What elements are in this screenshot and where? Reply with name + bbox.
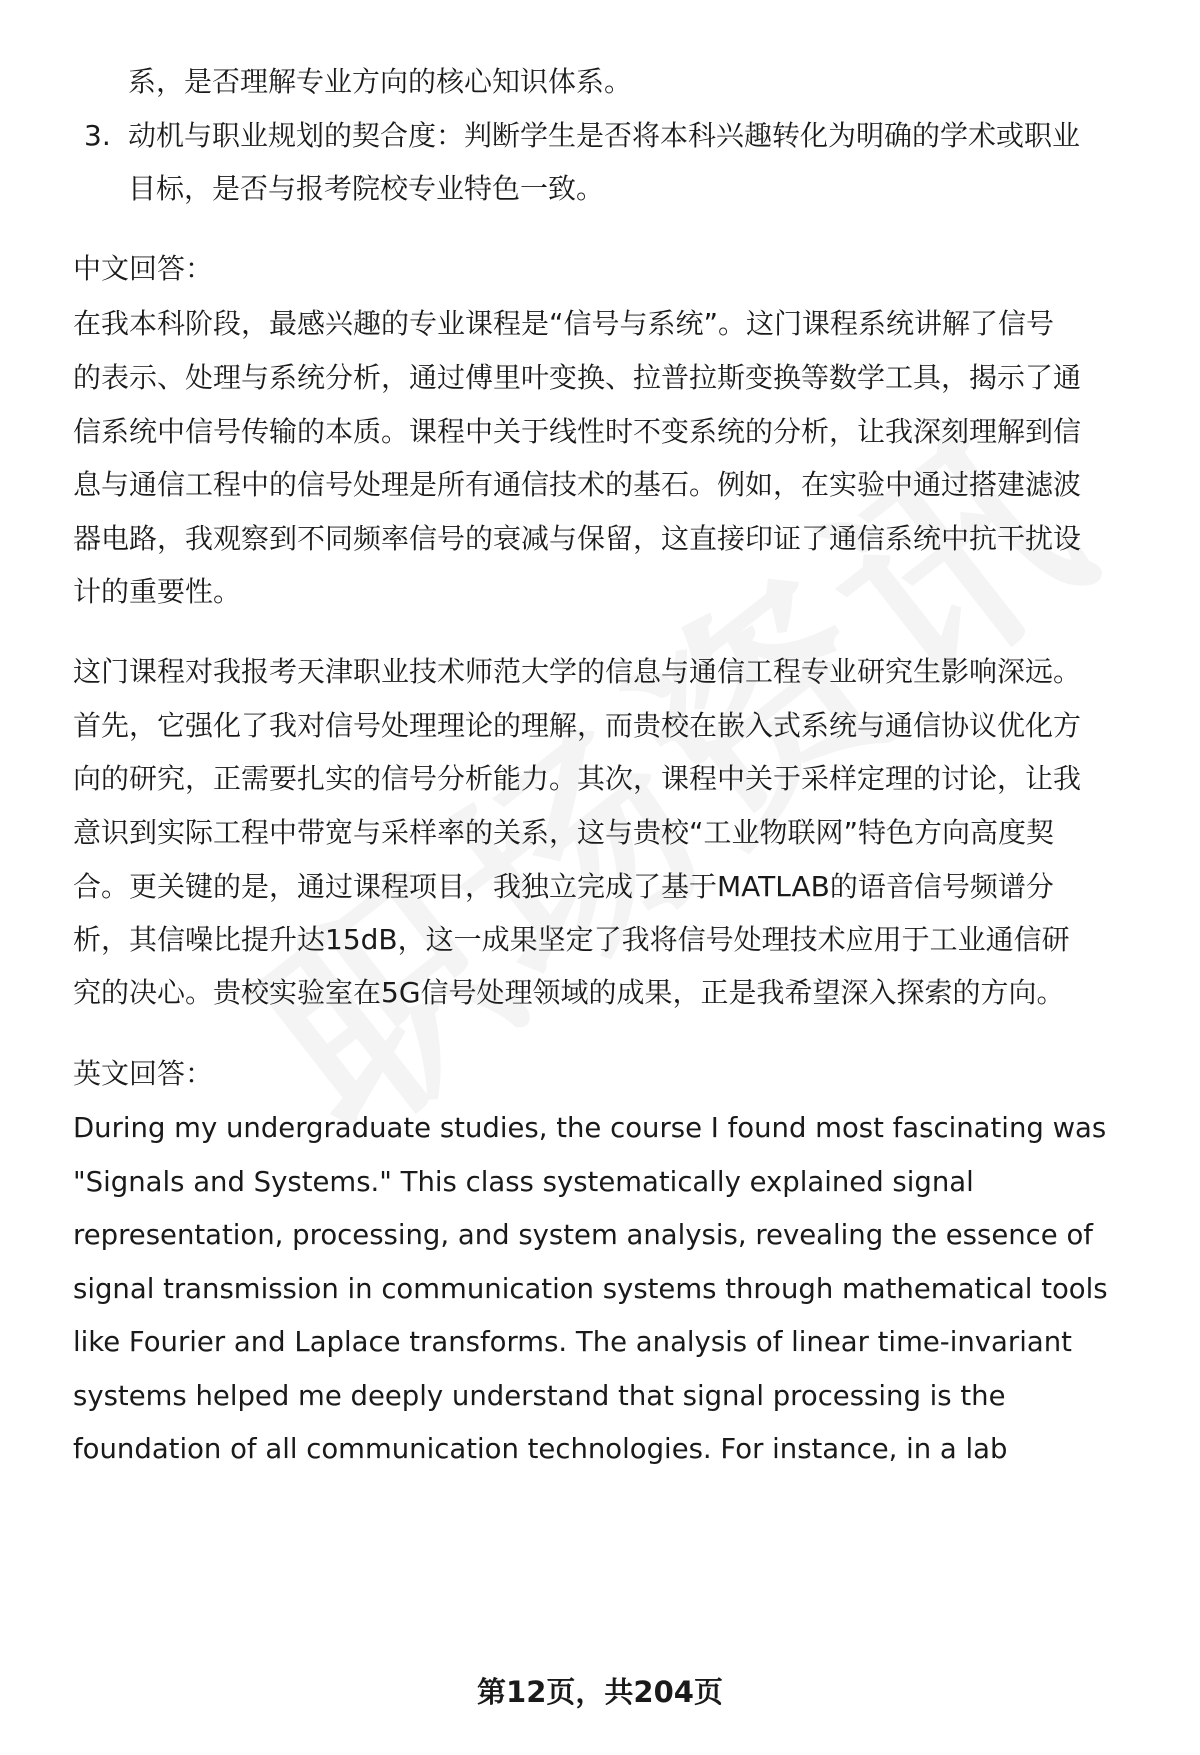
chinese-para2-line: 向的研究，正需要扎实的信号分析能力。其次，课程中关于采样定理的讨论，让我 bbox=[73, 762, 1082, 795]
chinese-para2-line: 这门课程对我报考天津职业技术师范大学的信息与通信工程专业研究生影响深远。 bbox=[73, 655, 1082, 688]
english-para1-line: foundation of all communication technologies. For instance, in a lab bbox=[73, 1433, 1008, 1465]
english-para1-line: like Fourier and Laplace transforms. The analysis of linear time-invariant bbox=[73, 1326, 1072, 1358]
chinese-para1-line: 信系统中信号传输的本质。课程中关于线性时不变系统的分析，让我深刻理解到信 bbox=[73, 415, 1082, 448]
list-item-3-number: 3. bbox=[84, 119, 111, 152]
english-answer-heading: 英文回答： bbox=[73, 1057, 214, 1090]
page-number-footer: 第12页，共204页 bbox=[477, 1675, 723, 1709]
english-para1-line: signal transmission in communication systems through mathematical tools bbox=[73, 1273, 1108, 1305]
chinese-answer-heading: 中文回答： bbox=[73, 252, 214, 285]
chinese-para2-line: 合。更关键的是，通过课程项目，我独立完成了基于MATLAB的语音信号频谱分 bbox=[73, 870, 1054, 903]
list-item-2-continuation: 系，是否理解专业方向的核心知识体系。 bbox=[128, 65, 633, 98]
chinese-para2-line: 首先，它强化了我对信号处理理论的理解，而贵校在嵌入式系统与通信协议优化方 bbox=[73, 709, 1082, 742]
list-item-3-line-2: 目标，是否与报考院校专业特色一致。 bbox=[128, 172, 605, 205]
english-para1-line: "Signals and Systems." This class systematically explained signal bbox=[73, 1166, 974, 1198]
chinese-para2-line: 究的决心。贵校实验室在5G信号处理领域的成果，正是我希望深入探索的方向。 bbox=[73, 976, 1065, 1009]
chinese-para2-line: 意识到实际工程中带宽与采样率的关系，这与贵校“工业物联网”特色方向高度契 bbox=[73, 816, 1055, 849]
english-para1-line: representation, processing, and system analysis, revealing the essence of bbox=[73, 1219, 1093, 1251]
list-item-3-line-1: 动机与职业规划的契合度：判断学生是否将本科兴趣转化为明确的学术或职业 bbox=[128, 119, 1081, 152]
english-para1-line: During my undergraduate studies, the course I found most fascinating was bbox=[73, 1112, 1107, 1144]
chinese-para2-line: 析，其信噪比提升达15dB，这一成果坚定了我将信号处理技术应用于工业通信研 bbox=[73, 923, 1070, 956]
chinese-para1-line: 息与通信工程中的信号处理是所有通信技术的基石。例如，在实验中通过搭建滤波 bbox=[73, 468, 1082, 501]
english-para1-line: systems helped me deeply understand that signal processing is the bbox=[73, 1380, 1006, 1412]
chinese-para1-line: 在我本科阶段，最感兴趣的专业课程是“信号与系统”。这门课程系统讲解了信号 bbox=[73, 307, 1055, 340]
chinese-para1-line: 器电路，我观察到不同频率信号的衰减与保留，这直接印证了通信系统中抗干扰设 bbox=[73, 522, 1082, 555]
chinese-para1-line: 计的重要性。 bbox=[73, 575, 242, 608]
chinese-para1-line: 的表示、处理与系统分析，通过傅里叶变换、拉普拉斯变换等数学工具，揭示了通 bbox=[73, 361, 1082, 394]
